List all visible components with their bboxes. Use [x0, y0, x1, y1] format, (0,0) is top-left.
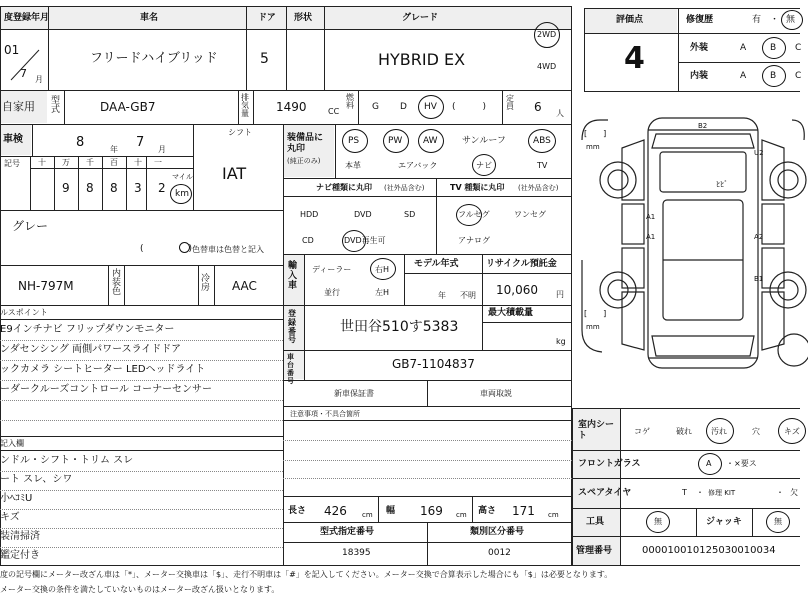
car-name: フリードハイブリッド: [90, 51, 218, 66]
door-header: ドア: [258, 13, 276, 23]
mileage-label: 記号: [4, 159, 20, 168]
fuel-d: D: [400, 102, 407, 112]
notes-label: 注意事項・不具合箇所: [290, 410, 360, 418]
model: DAA-GB7: [100, 100, 156, 114]
width-label: 幅: [386, 506, 396, 516]
inspector-note-line: 小ﾍｺﾐU: [0, 493, 33, 504]
color-note-circle: [179, 242, 190, 253]
reg-year: 01: [4, 43, 20, 57]
reg-month-unit: 月: [35, 75, 43, 84]
exterior-grade-b: B: [770, 43, 777, 53]
spare-missing: 欠: [790, 488, 798, 497]
windshield-a: A: [706, 459, 712, 468]
mileage-digit-header: 百: [110, 158, 118, 167]
model-label: 型式: [51, 96, 61, 115]
mark-u2: U2: [754, 149, 764, 157]
mileage-digit: 3: [134, 181, 142, 195]
tv-analog: アナログ: [458, 236, 490, 245]
jack-label: ジャッキ: [706, 517, 742, 527]
equipment-sub: (純正のみ): [287, 157, 321, 165]
repair-sep: ・: [770, 15, 780, 25]
displacement: 1490: [276, 100, 307, 114]
equip-airbag: エアバック: [398, 161, 438, 170]
chassis-label: 車台番号: [287, 353, 294, 386]
recycle-yen: 円: [556, 290, 564, 299]
type-no-label: 型式指定番号: [320, 527, 375, 537]
import-right-hand: 右H: [375, 265, 390, 274]
model-year-label: モデル年式: [414, 259, 459, 269]
mile-label: マイル: [172, 173, 193, 181]
sales-point-line: ックカメラ シートヒーター LEDヘッドライト: [0, 364, 206, 375]
seat-scratch: キズ: [784, 427, 800, 436]
rating-label: 評価点: [616, 15, 644, 25]
mark-a2: A2: [754, 233, 764, 241]
equip-aw: AW: [423, 136, 438, 146]
seat-burn: コゲ: [634, 427, 650, 436]
import-parallel: 並行: [324, 288, 340, 297]
navi-hdd: HDD: [300, 210, 319, 219]
grade-header: グレード: [402, 13, 439, 23]
footer-note-2: メーター交換の条件を満たしていないものはメーター改ざん扱いとなります。: [0, 585, 280, 594]
sales-points-label: ルスポイント: [0, 308, 48, 317]
inspection-year: 8: [76, 135, 85, 150]
capacity-unit: 人: [556, 109, 564, 118]
height-cm: cm: [548, 511, 559, 519]
inspection-year-unit: 年: [110, 145, 118, 154]
interior-grade-b: B: [770, 71, 777, 81]
mileage-digit-header: 千: [86, 158, 94, 167]
reg-month: 7: [20, 67, 27, 80]
inspection-month-unit: 月: [158, 145, 166, 154]
bracket-bottom-left: [ ]: [584, 309, 607, 318]
rating-value: 4: [624, 41, 645, 76]
navi-dvd-play: DVD再生可: [344, 236, 386, 245]
height-label: 高さ: [478, 506, 497, 516]
spare-sep2: ・: [776, 488, 784, 497]
sales-point-line: ーダークルーズコントロール コーナーセンサー: [0, 384, 212, 395]
tools-label: 工具: [586, 517, 605, 527]
seat-label: 室内シート: [578, 420, 615, 441]
max-load-label: 最大積載量: [488, 308, 534, 318]
vehicle-manual: 車両取説: [480, 389, 512, 398]
sales-point-line: ンダセンシング 両側パワースライドドア: [0, 344, 181, 355]
sales-point-line: E9インチナビ フリップダウンモニター: [0, 324, 175, 335]
mm-bottom-left: mm: [586, 323, 600, 331]
new-car-warranty: 新車保証書: [334, 389, 374, 398]
length-cm: cm: [362, 511, 373, 519]
shift-label: シフト: [228, 128, 252, 137]
navi-cd: CD: [302, 236, 314, 245]
reg-year-header: 度登録年月: [4, 13, 50, 23]
color-code: NH-797M: [18, 279, 74, 293]
fuel-g: G: [372, 102, 379, 112]
equipment-label: 装備品に丸印: [287, 133, 324, 154]
tv-type-label: TV 種類に丸印: [450, 183, 505, 192]
interior-label: 内装: [690, 71, 709, 81]
spare-sep1: ・: [696, 488, 704, 497]
class-no-label: 類別区分番号: [470, 527, 525, 537]
inspection-month: 7: [136, 135, 145, 150]
repair-yes: 有: [752, 15, 762, 25]
recycle-amount: 10,060: [496, 283, 538, 297]
spare-repair-kit: 修理 KIT: [708, 489, 736, 497]
fuel-hv: HV: [424, 102, 437, 112]
footer-note-1: 度の記号欄にメーター改ざん車は「*」、メーター交換車は「$」、走行不明車は「#」を記入してください。メーター交換で合算表示した場合にも「$」は必要となります。: [0, 570, 613, 579]
equip-tv: TV: [537, 161, 548, 170]
equip-pw: PW: [388, 136, 403, 146]
car-damage-diagram: [578, 100, 808, 400]
tv-oneseg: ワンセグ: [514, 210, 546, 219]
mark-a1-upper: A1: [646, 213, 656, 221]
interior-color-label: 内装色: [112, 269, 122, 297]
windshield-replace: ・×要ス: [726, 459, 757, 468]
mileage-digit-header: 万: [62, 158, 70, 167]
mileage-digit-header: 十: [134, 158, 142, 167]
import-label: 輸入車: [288, 261, 298, 291]
bracket-top-left: [ ]: [584, 129, 607, 138]
mark-b1: B1: [754, 275, 764, 283]
cc-unit: CC: [328, 107, 340, 116]
displacement-label: 排気量: [241, 93, 249, 118]
tv-fullseg: フルセグ: [458, 210, 490, 219]
seat-tear: 破れ: [676, 427, 692, 436]
max-load-kg: kg: [556, 337, 566, 346]
mm-top-left: mm: [586, 143, 600, 151]
import-dealer: ディーラー: [312, 265, 352, 274]
exterior-label: 外装: [690, 43, 709, 53]
mileage-digit-header: 一: [154, 158, 162, 167]
width-value: 169: [420, 504, 443, 518]
mileage-digit: 9: [62, 181, 70, 195]
doors: 5: [260, 51, 269, 67]
jack-none: 無: [774, 517, 782, 526]
inspector-label: 記入欄: [0, 439, 24, 448]
equip-leather: 本革: [345, 161, 361, 170]
shift-value: IAT: [222, 164, 247, 183]
drive-2wd: 2WD: [537, 30, 557, 39]
mileage-digit: 8: [110, 181, 118, 195]
spare-tire-label: スペアタイヤ: [578, 488, 632, 498]
length-label: 長さ: [288, 506, 307, 516]
inspector-note-line: 装清掃済: [0, 531, 40, 542]
mark-a1-lower: A1: [646, 233, 656, 241]
class-no: 0012: [488, 548, 511, 558]
inspector-note-line: 鑑定付き: [0, 550, 40, 561]
equip-abs: ABS: [533, 136, 551, 146]
spare-t: T: [682, 488, 687, 497]
grade: HYBRID EX: [378, 50, 466, 69]
management-label: 管理番号: [576, 546, 613, 556]
inspector-note-line: ンドル・シフト・トリム スレ: [0, 455, 134, 466]
mark-crack: ﾋﾋﾞ: [716, 180, 728, 189]
inspection-label: 車検: [3, 134, 23, 145]
shape-header: 形状: [294, 13, 313, 23]
management-number: 000010010125030010034: [642, 545, 776, 556]
usage: 自家用: [2, 100, 35, 113]
exterior-grade-a: A: [740, 43, 747, 53]
type-no: 18395: [342, 548, 371, 558]
windshield-label: フロントガラス: [578, 459, 641, 469]
repair-history-label: 修復歴: [686, 15, 714, 25]
navi-dvd: DVD: [354, 210, 372, 219]
mark-b2: B2: [698, 122, 708, 130]
equip-ps: PS: [348, 136, 360, 146]
length-value: 426: [324, 504, 347, 518]
navi-sd: SD: [404, 210, 416, 219]
mileage-digit-header: 十: [38, 158, 46, 167]
model-year-unit: 年: [438, 291, 446, 300]
tools-none: 無: [654, 517, 662, 526]
capacity-label: 定員: [506, 94, 514, 111]
mileage-digit: 8: [86, 181, 94, 195]
mileage-digit: 2: [158, 181, 166, 195]
height-value: 171: [512, 504, 535, 518]
repair-no: 無: [786, 15, 796, 25]
capacity: 6: [534, 100, 542, 114]
registration-label: 登録番号: [288, 309, 296, 345]
color-value: グレー: [12, 219, 49, 233]
fuel-other: ( ): [452, 102, 487, 112]
inspector-note-line: キズ: [0, 512, 20, 523]
color-note: 色替車は色替と記入: [192, 245, 264, 254]
km-unit: km: [175, 189, 189, 199]
chassis-number: GB7-1104837: [392, 357, 475, 371]
equip-sunroof: サンルーフ: [462, 136, 506, 146]
inspector-note-line: ート スレ、シワ: [0, 474, 73, 485]
color-paren: ( ): [140, 244, 193, 254]
seat-hole: 穴: [752, 427, 760, 436]
registration-number: 世田谷510す5383: [340, 319, 459, 335]
import-left-hand: 左H: [375, 288, 390, 297]
navi-type-label: ナビ種類に丸印: [316, 183, 372, 192]
seat-stain: 汚れ: [711, 427, 727, 436]
fuel-label: 燃料: [346, 93, 354, 110]
recycle-label: リサイクル預託金: [486, 259, 557, 269]
interior-grade-c: C: [795, 71, 802, 81]
exterior-grade-c: C: [795, 43, 802, 53]
ac-value: AAC: [232, 279, 257, 293]
model-year-unknown: 不明: [460, 291, 476, 300]
ac-label: 冷房: [201, 274, 211, 293]
width-cm: cm: [456, 511, 467, 519]
drive-4wd: 4WD: [537, 62, 557, 71]
equip-navi: ナビ: [476, 161, 492, 170]
interior-grade-a: A: [740, 71, 747, 81]
car-name-header: 車名: [140, 13, 159, 23]
navi-type-sub: (社外品含む): [384, 184, 425, 192]
tv-type-sub: (社外品含む): [518, 184, 559, 192]
